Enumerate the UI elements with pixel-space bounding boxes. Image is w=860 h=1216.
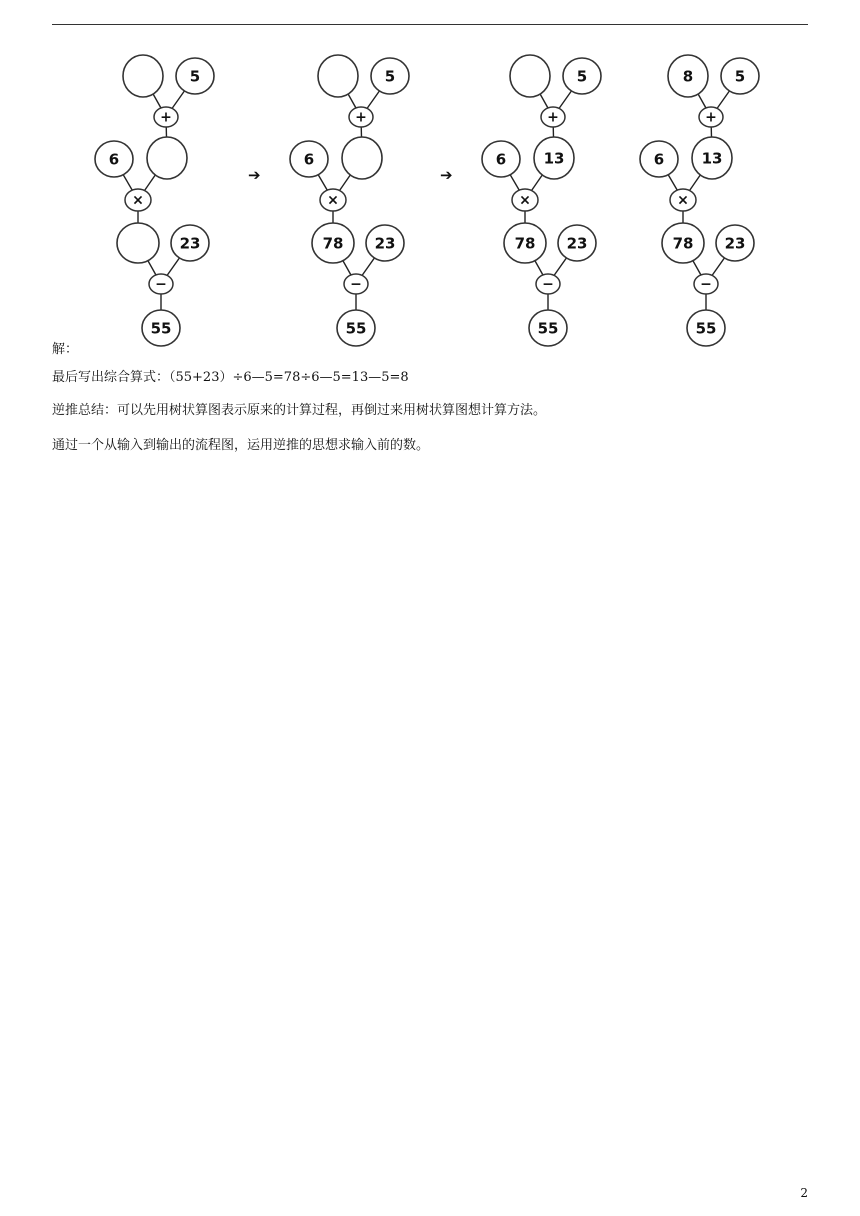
middle-left-node <box>640 141 678 177</box>
node-value: 55 <box>150 319 172 338</box>
page-number: 2 <box>800 1186 808 1200</box>
top-left-node <box>510 55 550 97</box>
plus-operator <box>699 107 723 127</box>
node-value: 6 <box>108 150 120 169</box>
description-line: 通过一个从输入到输出的流程图，运用逆推的思想求输入前的数。 <box>52 438 430 453</box>
lower-right-node <box>366 225 404 261</box>
arrow-icon: ➔ <box>248 166 261 184</box>
number-circle <box>117 223 159 263</box>
number-circle <box>147 137 187 179</box>
middle-left-node <box>482 141 520 177</box>
node-value: 13 <box>701 149 723 168</box>
node-value: 6 <box>653 150 665 169</box>
number-circle <box>318 55 358 97</box>
times-operator <box>512 189 538 211</box>
node-value: 5 <box>576 67 588 86</box>
top-left-node <box>123 55 163 97</box>
number-circle <box>510 55 550 97</box>
top-right-node <box>371 58 409 94</box>
node-value: 6 <box>495 150 507 169</box>
times-operator <box>670 189 696 211</box>
node-value: 23 <box>724 234 746 253</box>
tree-svg <box>640 52 780 348</box>
operator-symbol: × <box>519 192 531 209</box>
minus-operator <box>149 274 173 294</box>
operator-symbol: + <box>705 109 717 126</box>
node-value: 5 <box>189 67 201 86</box>
solution-label: 解： <box>52 342 79 357</box>
header-rule <box>52 24 808 25</box>
times-operator <box>320 189 346 211</box>
top-left-node <box>668 55 708 97</box>
operator-symbol: − <box>155 276 167 293</box>
operator-symbol: × <box>132 192 144 209</box>
top-left-node <box>318 55 358 97</box>
node-value: 55 <box>345 319 367 338</box>
tree-svg <box>290 52 430 348</box>
lower-left-node <box>662 223 704 263</box>
minus-operator <box>536 274 560 294</box>
tree-diagram-3 <box>482 52 622 348</box>
result-node <box>529 310 567 346</box>
node-value: 13 <box>543 149 565 168</box>
result-node <box>337 310 375 346</box>
result-node <box>687 310 725 346</box>
node-value: 8 <box>682 67 694 86</box>
operator-symbol: − <box>542 276 554 293</box>
minus-operator <box>344 274 368 294</box>
plus-operator <box>349 107 373 127</box>
lower-left-node <box>117 223 159 263</box>
lower-right-node <box>716 225 754 261</box>
middle-right-node <box>692 137 732 179</box>
node-value: 6 <box>303 150 315 169</box>
node-value: 23 <box>179 234 201 253</box>
operator-symbol: × <box>327 192 339 209</box>
operator-symbol: − <box>350 276 362 293</box>
operator-symbol: + <box>547 109 559 126</box>
node-value: 55 <box>695 319 717 338</box>
times-operator <box>125 189 151 211</box>
middle-right-node <box>342 137 382 179</box>
operator-symbol: + <box>160 109 172 126</box>
node-value: 23 <box>374 234 396 253</box>
formula-line: 最后写出综合算式：（55+23）÷6—5=78÷6—5=13—5=8 <box>52 370 409 385</box>
minus-operator <box>694 274 718 294</box>
node-value: 78 <box>514 234 536 253</box>
node-value: 78 <box>672 234 694 253</box>
tree-diagram-1 <box>95 52 235 348</box>
tree-svg <box>482 52 622 348</box>
middle-right-node <box>534 137 574 179</box>
top-right-node <box>176 58 214 94</box>
operator-symbol: − <box>700 276 712 293</box>
lower-left-node <box>312 223 354 263</box>
result-node <box>142 310 180 346</box>
top-right-node <box>563 58 601 94</box>
summary-line: 逆推总结：可以先用树状算图表示原来的计算过程，再倒过来用树状算图想计算方法。 <box>52 403 547 418</box>
node-value: 5 <box>384 67 396 86</box>
middle-left-node <box>290 141 328 177</box>
node-value: 23 <box>566 234 588 253</box>
arrow-icon: ➔ <box>440 166 453 184</box>
node-value: 78 <box>322 234 344 253</box>
plus-operator <box>154 107 178 127</box>
tree-diagram-2 <box>290 52 430 348</box>
operator-symbol: × <box>677 192 689 209</box>
tree-svg <box>95 52 235 348</box>
tree-diagram-4 <box>640 52 780 348</box>
lower-left-node <box>504 223 546 263</box>
number-circle <box>342 137 382 179</box>
node-value: 55 <box>537 319 559 338</box>
number-circle <box>123 55 163 97</box>
plus-operator <box>541 107 565 127</box>
middle-right-node <box>147 137 187 179</box>
lower-right-node <box>558 225 596 261</box>
operator-symbol: + <box>355 109 367 126</box>
middle-left-node <box>95 141 133 177</box>
lower-right-node <box>171 225 209 261</box>
node-value: 5 <box>734 67 746 86</box>
top-right-node <box>721 58 759 94</box>
